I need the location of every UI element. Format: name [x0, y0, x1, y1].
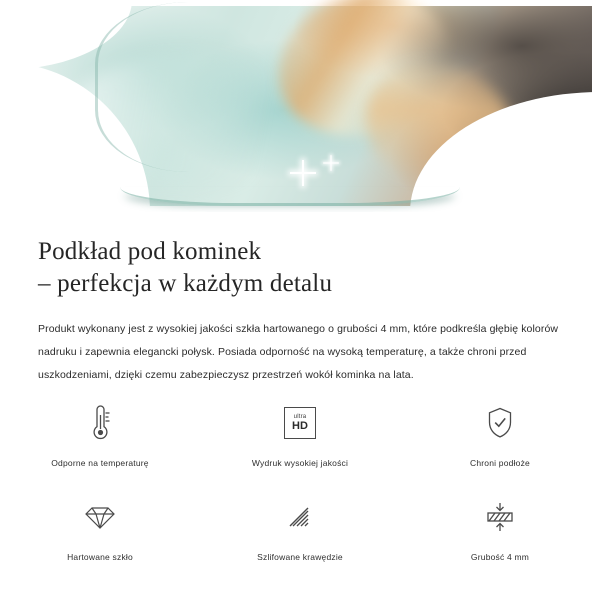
ultra-hd-top-label: ultra	[293, 414, 307, 420]
feature-tempered-glass	[0, 486, 200, 562]
thickness-icon	[482, 494, 518, 540]
feature-grid	[0, 392, 600, 562]
feature-label: Odporne na temperaturę	[51, 458, 149, 468]
ultra-hd-bottom-label: HD	[292, 420, 308, 432]
page-title	[38, 236, 558, 300]
headline-line-1: Podkład pod kominek	[38, 238, 262, 265]
polished-edges-icon	[282, 494, 318, 540]
diamond-icon	[82, 494, 118, 540]
white-swirl-left	[66, 54, 311, 186]
text-content	[0, 212, 600, 387]
feature-label: Grubość 4 mm	[470, 552, 530, 562]
feature-label: Szlifowane krawędzie	[257, 552, 343, 562]
feature-row-top	[0, 392, 600, 468]
feature-label: Chroni podłoże	[470, 458, 530, 468]
headline-line-2: – perfekcja w każdym detalu	[38, 270, 333, 297]
feature-print-quality	[200, 392, 400, 468]
hero-image	[0, 0, 600, 212]
feature-temperature	[0, 392, 200, 468]
feature-polished-edges	[200, 486, 400, 562]
ultra-hd-icon	[284, 400, 316, 446]
feature-row-bottom	[0, 486, 600, 562]
feature-surface-protection	[400, 392, 600, 468]
feature-label: Hartowane szkło	[67, 552, 133, 562]
thermometer-icon	[83, 400, 117, 446]
feature-label: Wydruk wysokiej jakości	[251, 458, 349, 468]
description-text: Produkt wykonany jest z wysokiej jakości szkła hartowanego o grubości 4 mm, które podkreśla głębię kolorów nadruku i zapewnia elegancki połysk. Posiada odporność na wysoką temperaturę, a także chroni przed uszkodzeniami, dzięki czemu zabezpieczysz przestrzeń wokół kominka na lata.	[38, 323, 559, 381]
shield-check-icon	[483, 400, 517, 446]
marble-texture	[8, 6, 592, 206]
feature-thickness	[400, 486, 600, 562]
